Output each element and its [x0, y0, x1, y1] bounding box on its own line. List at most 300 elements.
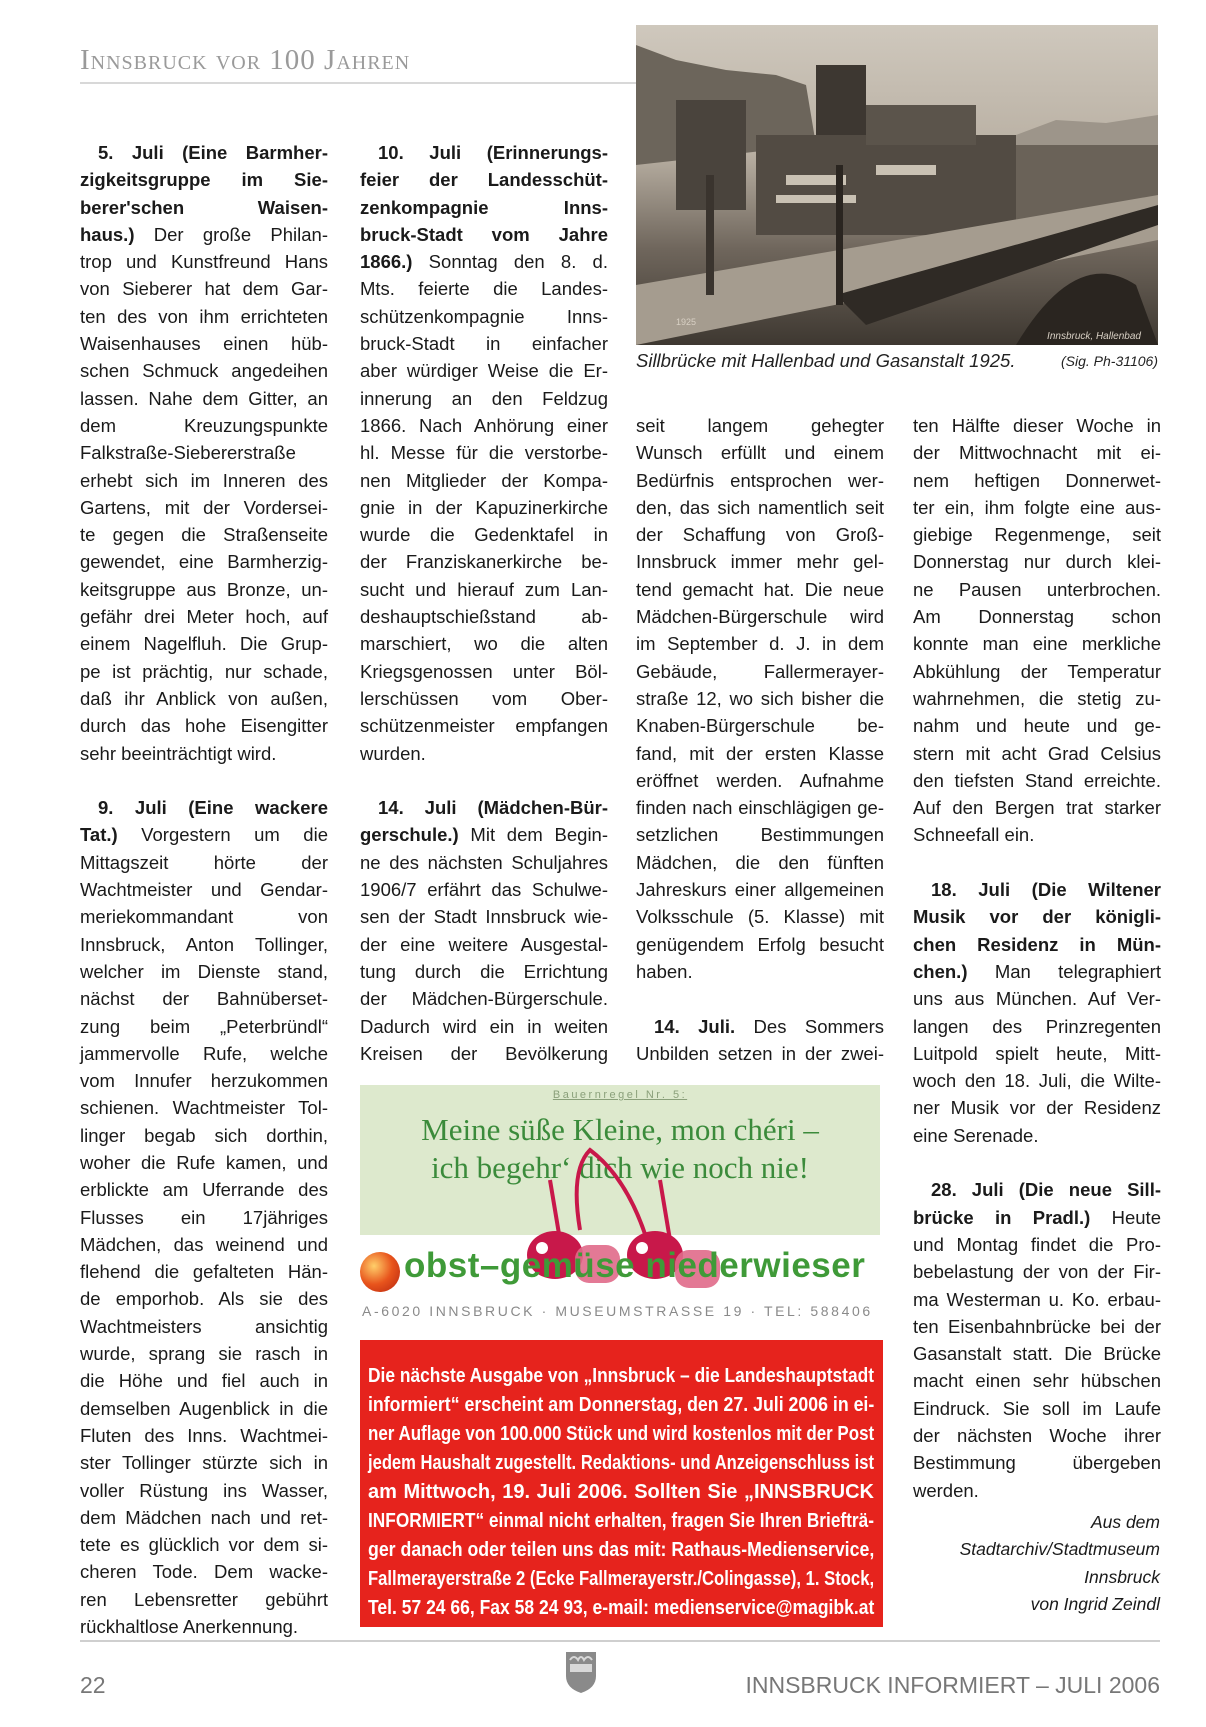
text-line: [80, 658, 328, 685]
entry-heading: Musik vor der königli-: [913, 906, 1161, 928]
line-text: Volksschule (5. Klasse) mit: [636, 906, 884, 928]
line-text: gnie in der Kapuzinerkirche: [360, 496, 608, 518]
text-line: [80, 630, 328, 657]
line-text: vom Innufer herzukommen: [80, 1070, 328, 1092]
entry-heading: chen Residenz in Mün-: [913, 933, 1161, 955]
text-line: [80, 1613, 328, 1640]
line-text: wahrnehmen, die stetig zu-: [913, 687, 1161, 709]
line-text: Waisenhauses einen hüb-: [80, 333, 328, 355]
text-line: [360, 248, 608, 275]
text-line: [913, 603, 1161, 630]
text-line: [636, 658, 884, 685]
line-text: Wachtmeisters ansichtig: [80, 1315, 328, 1337]
text-line: [360, 576, 608, 603]
text-line: [360, 1040, 608, 1067]
line-text: ter ein, ihm folgte eine aus-: [913, 496, 1161, 518]
text-line: [80, 740, 328, 767]
text-line: [80, 1449, 328, 1476]
text-line: [636, 494, 884, 521]
text-line: [80, 194, 328, 221]
text-line: [80, 1258, 328, 1285]
notice-text: [368, 1362, 874, 1623]
text-line: [636, 821, 884, 848]
text-line: [360, 1013, 608, 1040]
text-line: [80, 603, 328, 630]
paragraph-gap: [360, 767, 608, 794]
text-line: [913, 1094, 1161, 1121]
line-text: nächst der Bahnüberset-: [80, 988, 328, 1010]
text-line: [368, 1449, 874, 1478]
line-text: dem Kreuzungspunkte: [80, 414, 328, 436]
line-text: marschiert, wo die alten: [360, 633, 608, 655]
line-text: woher die Rufe kamen, und: [80, 1151, 328, 1173]
footer-rule: [80, 1640, 1160, 1642]
line-text: wurden.: [360, 742, 426, 764]
text-line: [913, 467, 1161, 494]
line-text: Sonntag den 8. d.: [412, 251, 608, 273]
text-line: [80, 903, 328, 930]
text-line: [913, 1313, 1161, 1340]
text-line: [913, 712, 1161, 739]
line-text: werden.: [913, 1479, 979, 1501]
text-line: [636, 849, 884, 876]
text-line: [913, 1258, 1161, 1285]
line-text: uns aus München. Auf Ver-: [913, 988, 1161, 1010]
line-text: im September d. J. in dem: [636, 633, 884, 655]
text-line: [913, 767, 1161, 794]
text-line: [80, 876, 328, 903]
text-line: [913, 794, 1161, 821]
text-line: [636, 603, 884, 630]
line-text: meriekommandant von: [80, 906, 328, 928]
article-column-1: [80, 139, 328, 1640]
line-text: Fallmerayerstraße 2 (Ecke Fallmerayerstr./Colingasse), 1. Stock,: [368, 1568, 875, 1590]
line-text: ger danach oder teilen uns das mit: Rathaus-Medienservice,: [368, 1539, 875, 1561]
innsbruck-crest-icon: [564, 1648, 598, 1694]
line-text: ren Lebensretter gebührt: [80, 1588, 328, 1610]
text-line: [913, 548, 1161, 575]
text-line: [636, 548, 884, 575]
line-text: keitsgruppe aus Bronze, un-: [80, 578, 328, 600]
line-text: durch das hohe Eisengitter: [80, 715, 328, 737]
line-text: ne Pausen unterbrochen.: [913, 578, 1161, 600]
credit-line: Aus dem: [1090, 1512, 1160, 1532]
text-line: [360, 221, 608, 248]
line-text: Wachtmeister und Gendar-: [80, 879, 328, 901]
line-text: seit langem gehegter: [636, 415, 884, 436]
text-line: [360, 548, 608, 575]
text-line: [80, 221, 328, 248]
text-line: [636, 712, 884, 739]
line-text: Flusses ein 17jähriges: [80, 1206, 328, 1228]
line-text: aber würdiger Weise die Er-: [360, 360, 608, 382]
paragraph-gap: [913, 849, 1161, 876]
text-line: [636, 794, 884, 821]
entry-heading: haus.): [80, 223, 135, 245]
line-text: flehend die gefalteten Hän-: [80, 1261, 328, 1283]
line-text: hl. Messe für die verstorbe-: [360, 442, 608, 464]
line-text: schen Schmuck angedeihen: [80, 360, 328, 382]
line-text: innerung an den Feldzug: [360, 387, 608, 409]
text-line: [368, 1507, 874, 1536]
credit-line: Innsbruck: [1084, 1566, 1160, 1587]
text-line: [80, 248, 328, 275]
line-text: Eindruck. Sie soll im Laufe: [913, 1397, 1161, 1419]
ad-slogan-line: Meine süße Kleine, mon chéri –: [421, 1112, 819, 1147]
text-line: [80, 494, 328, 521]
historic-photo: [636, 25, 1158, 345]
line-text: der Franziskanerkirche be-: [360, 551, 608, 573]
entry-heading: zenkompagnie Inns-: [360, 196, 608, 218]
entry-heading: bruck-Stadt vom Jahre: [360, 223, 608, 245]
text-line: [360, 330, 608, 357]
line-text: Gasanstalt statt. Die Brücke: [913, 1343, 1161, 1365]
text-line: [913, 412, 1161, 439]
text-line: [913, 1449, 1161, 1476]
text-line: [80, 958, 328, 985]
text-line: [80, 166, 328, 193]
line-text: Heute: [1090, 1206, 1161, 1228]
text-line: [80, 1122, 328, 1149]
entry-heading: chen.): [913, 960, 968, 982]
text-line: [913, 658, 1161, 685]
line-text: ten Hälfte dieser Woche in: [913, 415, 1161, 436]
text-line: [360, 740, 608, 767]
line-text: voller Rüstung ins Wasser,: [80, 1479, 328, 1501]
line-text: pe ist prächtig, nur schade,: [80, 660, 328, 682]
text-line: [913, 1367, 1161, 1394]
text-line: [636, 903, 884, 930]
text-line: [636, 876, 884, 903]
text-line: [80, 931, 328, 958]
line-text: lassen. Nahe dem Gitter, an: [80, 387, 328, 409]
line-text: welcher im Dienste stand,: [80, 960, 328, 982]
text-line: [360, 685, 608, 712]
entry-heading: 28. Juli (Die neue Sill-: [931, 1179, 1161, 1201]
text-line: [80, 1313, 328, 1340]
line-text: ne des nächsten Schuljahres: [360, 851, 608, 873]
line-text: Schneefall ein.: [913, 824, 1035, 846]
line-text: Kriegsgenossen unter Böl-: [360, 660, 608, 682]
line-text: gewendet, eine Barmherzig-: [80, 551, 328, 573]
line-text: finden nach einschlägigen ge-: [636, 797, 884, 819]
text-line: [913, 685, 1161, 712]
line-text: rückhaltlose Anerkennung.: [80, 1616, 299, 1638]
line-text: eröffnet werden. Aufnahme: [636, 769, 884, 791]
text-line: [80, 1204, 328, 1231]
text-line: [913, 740, 1161, 767]
line-text: wurde die Gedenktafel in: [360, 524, 608, 546]
text-line: [913, 876, 1161, 903]
line-text: straße 12, wo sich bisher die: [636, 687, 884, 709]
text-line: [80, 1231, 328, 1258]
author-credits: [900, 1509, 1160, 1618]
text-line: [80, 1176, 328, 1203]
line-text: demselben Augenblick in die: [80, 1397, 328, 1419]
line-text: der nächsten Woche ihrer: [913, 1424, 1161, 1446]
text-line: [368, 1478, 874, 1507]
text-line: [80, 821, 328, 848]
text-line: [360, 849, 608, 876]
credit-line: von Ingrid Zeindl: [1030, 1593, 1160, 1614]
line-text: Abkühlung der Temperatur: [913, 660, 1161, 682]
paragraph-gap: [913, 1149, 1161, 1176]
entry-heading: 18. Juli (Die Wiltener: [931, 879, 1161, 901]
line-text: linger begab sich dorthin,: [80, 1124, 328, 1146]
line-text: den, das sich namentlich seit: [636, 496, 884, 518]
text-line: [80, 1558, 328, 1585]
text-line: [360, 385, 608, 412]
text-line: [913, 1340, 1161, 1367]
line-text: Mts. feierte die Landes-: [360, 278, 608, 300]
caption-text: Sillbrücke mit Hallenbad und Gasanstalt 1925.: [636, 350, 1016, 371]
text-line: [80, 357, 328, 384]
line-text: erhebt sich im Inneren des: [80, 469, 328, 491]
entry-heading: 10. Juli (Erinnerungs-: [378, 142, 608, 163]
text-line: [368, 1594, 874, 1623]
text-line: [636, 958, 884, 985]
line-text: Wunsch erfüllt und einem: [636, 442, 884, 464]
line-text: Innsbruck, Anton Tollinger,: [80, 933, 328, 955]
photo-imprint: Innsbruck, Hallenbad: [1047, 331, 1141, 342]
text-line: [80, 1367, 328, 1394]
text-line: [80, 1285, 328, 1312]
text-line: [360, 958, 608, 985]
line-text: die Höhe und fiel auch in: [80, 1370, 328, 1392]
text-line: [913, 1477, 1161, 1504]
entry-heading: 5. Juli (Eine Barmher-: [98, 142, 328, 163]
photo-caption: [636, 350, 1158, 372]
text-line: [360, 712, 608, 739]
line-text: ner Auflage von 100.000 Stück und wird kostenlos mit der Post: [368, 1423, 875, 1445]
line-text: schützenkompagnie Inns-: [360, 305, 608, 327]
text-line: [360, 412, 608, 439]
line-text: von Sieberer hat dem Gar-: [80, 278, 328, 300]
next-issue-notice: [360, 1340, 883, 1627]
line-text: wurde, sprang sie rasch in: [80, 1343, 328, 1365]
line-text: Gartens, mit der Vordersei-: [80, 496, 328, 518]
text-line: [80, 1094, 328, 1121]
text-line: [80, 1477, 328, 1504]
text-line: [636, 1013, 884, 1040]
line-text: woch den 18. Juli, die Wilte-: [913, 1070, 1161, 1092]
article-column-2: [360, 139, 608, 1067]
text-line: [913, 1040, 1161, 1067]
text-line: [360, 630, 608, 657]
line-text: sucht und hierauf zum Lan-: [360, 578, 608, 600]
publication-title: INNSBRUCK INFORMIERT – JULI 2006: [745, 1672, 1160, 1698]
credit-line: Stadtarchiv/Stadtmuseum: [959, 1539, 1160, 1560]
text-line: [913, 1395, 1161, 1422]
text-line: [360, 931, 608, 958]
text-line: [913, 1176, 1161, 1203]
line-text: von „Innsbruck – die Landeshauptstadt: [542, 1365, 874, 1387]
advertiser-address: A-6020 INNSBRUCK · MUSEUMSTRASSE 19 · TEL: 588406: [362, 1303, 873, 1319]
text-line: [636, 467, 884, 494]
text-line: [360, 357, 608, 384]
line-text: zung beim „Peterbründl“: [80, 1015, 328, 1037]
line-text: jedem Haushalt zugestellt. Redaktions- und Anzeigenschluss ist: [368, 1452, 874, 1474]
line-text: tete es glücklich vor dem si-: [80, 1534, 328, 1556]
text-line: [636, 576, 884, 603]
entry-heading: Die nächste Ausgabe: [368, 1365, 543, 1387]
line-text: Donnerstag nur durch klei-: [913, 551, 1161, 573]
line-text: sehr beeinträchtigt wird.: [80, 742, 277, 764]
line-text: giebige Regenmenge, seit: [913, 524, 1161, 546]
text-line: [913, 985, 1161, 1012]
article-column-4: [913, 412, 1161, 1504]
text-line: [360, 603, 608, 630]
text-line: [80, 1013, 328, 1040]
text-line: [80, 1504, 328, 1531]
line-text: te gegen die Straßenseite: [80, 524, 328, 546]
line-text: setzlichen Bestimmungen: [636, 824, 884, 846]
text-line: [80, 467, 328, 494]
section-title: Innsbruck vor 100 Jahren: [80, 44, 411, 76]
text-line: [913, 958, 1161, 985]
text-line: [913, 1286, 1161, 1313]
line-text: Bestimmung übergeben: [913, 1452, 1161, 1474]
line-text: Unbilden setzen in der zwei-: [636, 1042, 884, 1064]
line-text: erblickte am Uferrande des: [80, 1179, 328, 1201]
text-line: [368, 1391, 874, 1420]
line-text: 1906/7 erfährt das Schulwe-: [360, 879, 608, 901]
text-line: [80, 685, 328, 712]
text-line: [80, 303, 328, 330]
line-text: Mit dem Begin-: [458, 824, 608, 846]
text-line: [368, 1362, 874, 1391]
line-text: trop und Kunstfreund Hans: [80, 251, 328, 273]
line-text: Mittagszeit hörte der: [80, 851, 328, 873]
text-line: [636, 685, 884, 712]
line-text: daß ihr Anblick von außen,: [80, 687, 328, 709]
line-text: Vorgestern um die: [117, 824, 328, 846]
line-text: Innsbruck immer mehr gel-: [636, 551, 884, 573]
text-line: [80, 985, 328, 1012]
line-text: Mädchen-Bürgerschule wird: [636, 606, 884, 628]
text-line: [913, 931, 1161, 958]
text-line: [913, 821, 1161, 848]
text-line: [80, 521, 328, 548]
line-text: nem heftigen Donnerwet-: [913, 469, 1161, 491]
entry-heading: Tat.): [80, 824, 118, 846]
line-text: schützenmeister empfangen: [360, 715, 608, 737]
text-line: [360, 194, 608, 221]
paragraph-gap: [636, 985, 884, 1012]
line-text: schienen. Wachtmeister Tol-: [80, 1097, 328, 1119]
text-line: [80, 385, 328, 412]
line-text: Dadurch wird ein in weiten: [360, 1015, 608, 1037]
line-text: langen des Prinzregenten: [913, 1015, 1161, 1037]
text-line: [636, 439, 884, 466]
line-text: genügendem Erfolg besucht: [636, 933, 884, 955]
line-text: Am Donnerstag schon: [913, 606, 1161, 628]
line-text: Luitpold spielt heute, Mitt-: [913, 1042, 1161, 1064]
line-text: ten des von ihm errichteten: [80, 305, 328, 327]
text-line: [80, 412, 328, 439]
line-text: tend gemacht hat. Die neue: [636, 578, 884, 600]
line-text: ster Tollinger stürzte sich in: [80, 1452, 328, 1474]
apple-icon: [360, 1252, 400, 1292]
text-line: [80, 794, 328, 821]
line-text: Auf den Bergen trat starker: [913, 797, 1161, 819]
entry-heading: gerschule.): [360, 824, 459, 846]
line-text: Tel. 57 24 66, Fax 58 24 93, e-mail: medienservice@magibk.at: [368, 1597, 875, 1619]
text-line: [360, 985, 608, 1012]
text-line: [80, 1340, 328, 1367]
line-text: nen Mitglieder der Kompa-: [360, 469, 608, 491]
text-line: [368, 1420, 874, 1449]
text-line: [913, 1122, 1161, 1149]
line-text: 1866. Nach Anhörung einer: [360, 414, 608, 436]
line-text: Fluten des Inns. Wachtmei-: [80, 1424, 328, 1446]
line-text: Bedürfnis entsprochen wer-: [636, 469, 884, 491]
entry-heading: 1866.): [360, 251, 413, 273]
text-line: [80, 1531, 328, 1558]
text-line: [913, 1422, 1161, 1449]
text-line: [913, 1013, 1161, 1040]
line-text: Man telegraphiert: [967, 960, 1161, 982]
text-line: [636, 412, 884, 439]
text-line: [80, 1422, 328, 1449]
text-line: [636, 521, 884, 548]
text-line: [360, 876, 608, 903]
line-text: Jahreskurs einer allgemeinen: [636, 879, 884, 901]
text-line: [360, 166, 608, 193]
ad-title: Bauernregel Nr. 5:: [552, 1089, 688, 1101]
text-line: [913, 1067, 1161, 1094]
line-text: ten Eisenbahnbrücke bei der: [913, 1315, 1161, 1337]
line-text: eine Serenade.: [913, 1124, 1039, 1146]
header-rule: [80, 82, 636, 84]
text-line: [360, 275, 608, 302]
text-line: [913, 494, 1161, 521]
text-line: [913, 576, 1161, 603]
text-line: [80, 275, 328, 302]
text-line: [360, 303, 608, 330]
line-text: bebelastung der von der Fir-: [913, 1261, 1161, 1283]
line-text: ner Musik vor der Residenz: [913, 1097, 1161, 1119]
photo-year-mark: 1925: [676, 317, 697, 327]
text-line: [80, 330, 328, 357]
text-line: [913, 521, 1161, 548]
text-line: [80, 1586, 328, 1613]
text-line: [636, 1040, 884, 1067]
text-line: [368, 1565, 874, 1594]
line-text: Knaben-Bürgerschule be-: [636, 715, 884, 737]
text-line: [360, 439, 608, 466]
line-text: lerschüssen vom Ober-: [360, 687, 608, 709]
line-text: stern mit acht Grad Celsius: [913, 742, 1161, 764]
text-line: [913, 1204, 1161, 1231]
advertiser-name: obst–gemüse niederwieser: [404, 1246, 866, 1285]
text-line: [360, 903, 608, 930]
text-line: [360, 521, 608, 548]
entry-heading: zigkeitsgruppe im Sie-: [80, 169, 328, 191]
text-line: [80, 576, 328, 603]
text-line: [913, 630, 1161, 657]
line-text: haben.: [636, 960, 693, 982]
paragraph-gap: [80, 767, 328, 794]
text-line: [636, 740, 884, 767]
article-column-3: [636, 412, 884, 1067]
entry-heading: feier der Landesschüt-: [360, 169, 608, 191]
ad-slogan-line: ich begehr‘ dich wie noch nie!: [431, 1150, 809, 1185]
caption-signature: (Sig. Ph-31106): [1060, 353, 1158, 369]
line-text: einem Nagelfluh. Die Grup-: [80, 633, 328, 655]
text-line: [368, 1536, 874, 1565]
line-text: den tiefsten Stand erreichte.: [913, 769, 1161, 791]
